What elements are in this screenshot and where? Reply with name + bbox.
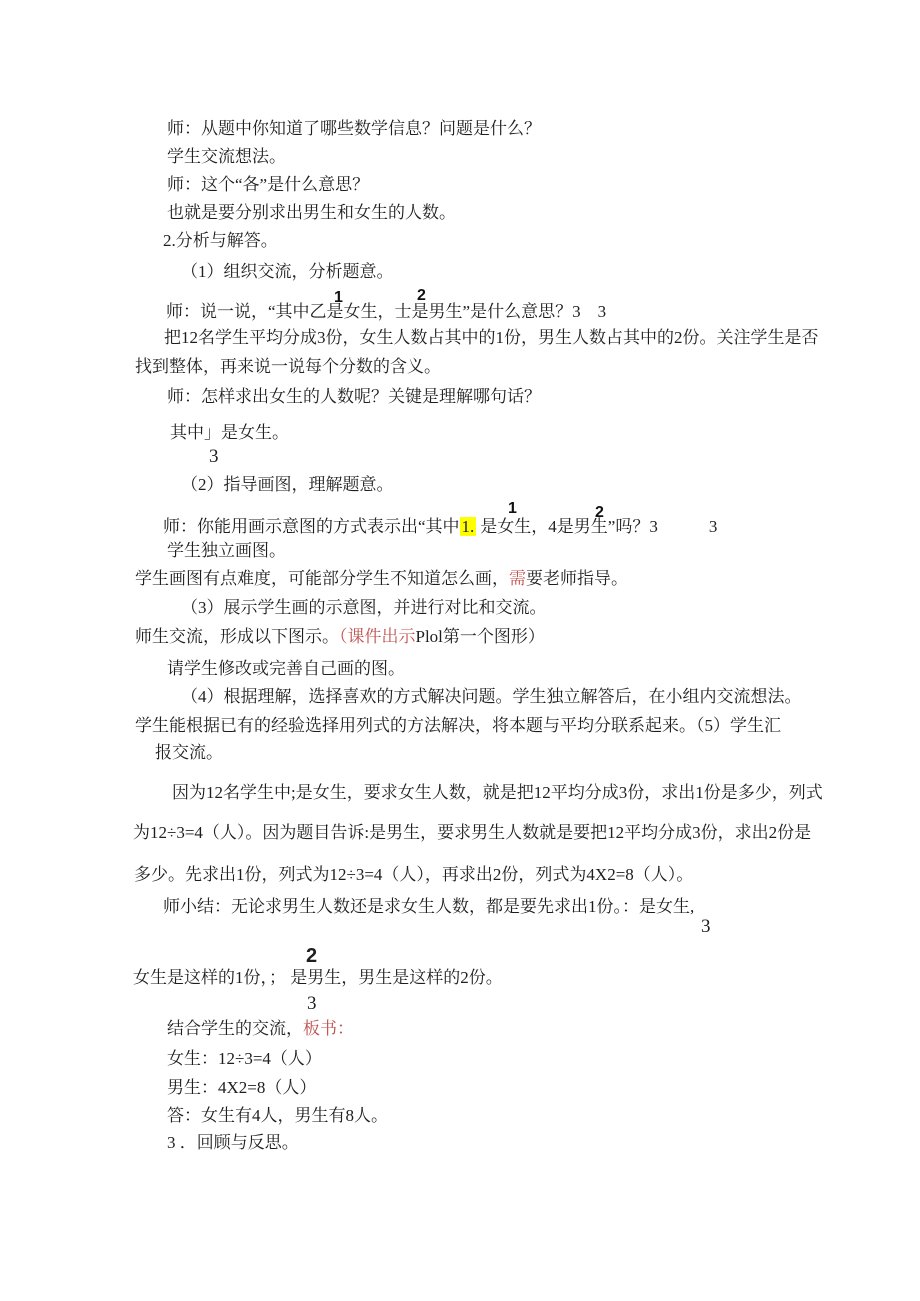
line-step-4: （4）根据理解，选择喜欢的方式解决问题。学生独立解答后，在小组内交流想法。 bbox=[181, 687, 802, 706]
line-teacher-summary: 师小结：无论求男生人数还是求女生人数，都是要先求出1份。：是女生, bbox=[163, 897, 695, 916]
line-students-discuss: 学生交流想法。 bbox=[167, 147, 286, 166]
line-teacher-draw-diagram bbox=[163, 516, 717, 538]
line-draw-pre: 师：你能用画示意图的方式表示出“其中 bbox=[163, 517, 460, 536]
line-boys-equation: 男生：4X2=8（人） bbox=[167, 1078, 317, 1097]
fraction-denominator-c: 3 bbox=[307, 993, 317, 1014]
red-char-need: 需 bbox=[509, 569, 526, 588]
line-find-whole: 找到整体，再来说一说每个分数的含义。 bbox=[135, 357, 441, 376]
red-courseware-note: （课件出示 bbox=[339, 627, 416, 646]
line-draw-post: 是女生，4是男生”吗？3 3 bbox=[480, 517, 718, 536]
highlighted-fraction: 1. bbox=[461, 517, 475, 536]
line-board-pre: 结合学生的交流， bbox=[167, 1019, 303, 1038]
line-step-3: （3）展示学生画的示意图，并进行对比和交流。 bbox=[181, 598, 547, 617]
fraction-denominator-b: 3 bbox=[701, 916, 711, 937]
line-among-girls: 其中」是女生。 bbox=[170, 423, 289, 442]
line-report-exchange: 报交流。 bbox=[155, 743, 223, 762]
line-use-equation: 学生能根据已有的经验选择用列式的方法解决，将本题与平均分联系起来。（5）学生汇 bbox=[135, 716, 781, 735]
line-students-draw: 学生独立画图。 bbox=[167, 541, 286, 560]
line-girls-equation: 女生：12÷3=4（人） bbox=[167, 1049, 322, 1068]
line-because-12-students: 因为12名学生中;是女生，要求女生人数，就是把12平均分成3份，求出1份是多少，列式 bbox=[172, 783, 823, 802]
line-step-1: （1）组织交流，分析题意。 bbox=[181, 262, 394, 281]
fraction-numerator-c: 2 bbox=[306, 945, 318, 967]
superscript-numerator-3: 1 bbox=[508, 500, 517, 517]
line-step-2: （2）指导画图，理解题意。 bbox=[181, 475, 394, 494]
line-section-2-analyze: 2.分析与解答。 bbox=[163, 231, 278, 250]
line-revise-drawing: 请学生修改或完善自己画的图。 bbox=[167, 659, 405, 678]
fraction-denominator-a: 3 bbox=[209, 446, 219, 467]
line-answer: 答：女生有4人，男生有8人。 bbox=[167, 1106, 388, 1125]
line-chart-post: Plol第一个图形） bbox=[415, 627, 545, 646]
red-board-label: 板书： bbox=[303, 1019, 354, 1038]
line-chart-pre: 师生交流，形成以下图示。 bbox=[135, 627, 339, 646]
line-explain-each: 也就是要分别求出男生和女生的人数。 bbox=[167, 203, 456, 222]
line-difficulty-post: 要老师指导。 bbox=[526, 569, 628, 588]
line-teacher-question-info: 师：从题中你知道了哪些数学信息？问题是什么？ bbox=[167, 119, 541, 138]
line-teacher-question-each: 师：这个“各”是什么意思？ bbox=[167, 175, 370, 194]
line-teacher-say-meaning: 师：说一说，“其中乙是女生，士是男生”是什么意思？3 3 bbox=[166, 302, 607, 321]
line-section-3-review: 3 ．回顾与反思。 bbox=[167, 1133, 299, 1152]
line-teacher-how-girls: 师：怎样求出女生的人数呢？关键是理解哪句话？ bbox=[167, 387, 541, 406]
superscript-numerator-4: 2 bbox=[595, 504, 604, 521]
line-formula-boys: 多少。先求出1份，列式为12÷3=4（人），再求出2份，列式为4X2=8（人）。 bbox=[134, 865, 694, 884]
line-difficulty-pre: 学生画图有点难度，可能部分学生不知道怎么画， bbox=[135, 569, 509, 588]
line-formula-girls: 为12÷3=4（人）。因为题目告诉:是男生，要求男生人数就是要把12平均分成3份，求出2份是 bbox=[133, 823, 812, 842]
line-teacher-student-chart bbox=[135, 626, 545, 648]
line-girls-one-share: 女生是这样的1份，； 是男生，男生是这样的2份。 bbox=[133, 968, 503, 987]
superscript-numerator-2: 2 bbox=[417, 287, 426, 304]
line-board-writing bbox=[167, 1018, 354, 1040]
line-drawing-difficulty bbox=[135, 568, 628, 590]
line-divide-12-students: 把12名学生平均分成3份，女生人数占其中的1份，男生人数占其中的2份。关注学生是否 bbox=[164, 328, 819, 347]
superscript-numerator-1: 1 bbox=[334, 289, 343, 306]
